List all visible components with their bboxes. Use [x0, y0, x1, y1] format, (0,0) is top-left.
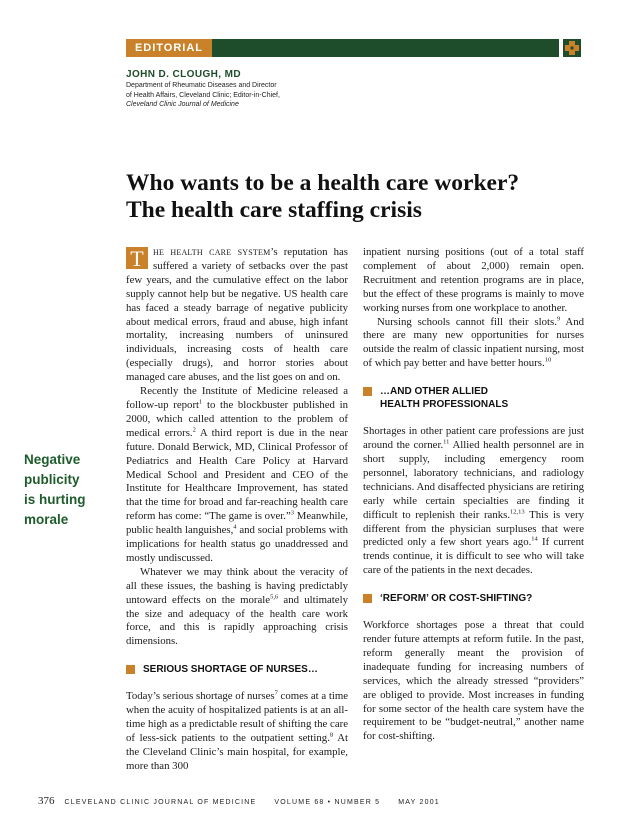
citation: 5,6 [270, 593, 279, 601]
journal-name: CLEVELAND CLINIC JOURNAL OF MEDICINE [64, 799, 257, 806]
paragraph: inpatient nursing positions (out of a total staff complement of about 2,000) remain open. Recruitment and retention programs are in place, but the effect of these programs is mainly to move working nurses from one workplace to another. [363, 246, 584, 314]
text: Today’s serious shortage of nurses [126, 690, 275, 703]
volume-issue: VOLUME 68 • NUMBER 5 [274, 799, 381, 806]
heading-text: HEALTH PROFESSIONALS [380, 399, 509, 411]
paragraph [126, 566, 348, 649]
pull-quote [24, 450, 124, 530]
page-footer [38, 795, 578, 807]
text: And there are many new opportunities for nurses outside the realm of classic inpatient nursing, most of which pay better and have better hours. [363, 315, 585, 370]
text: to the blockbuster published in 2000, which called attention to the problem of medical errors. [126, 398, 349, 439]
article-title [126, 170, 596, 224]
text: This is very different from the physician surpluses that were predicted only a few short years ago. [363, 508, 584, 549]
text: Shortages in other patient care professions are just around the corner. [363, 425, 584, 452]
section-tag: EDITORIAL [126, 39, 212, 57]
pull-quote-line: morale [24, 512, 69, 527]
text: Recently the Institute of Medicine released a follow-up report [126, 385, 348, 411]
citation: 3 [290, 509, 294, 517]
paragraph [126, 690, 348, 773]
citation: 9 [556, 314, 561, 322]
citation: 2 [192, 426, 196, 434]
text: At the Cleveland Clinic’s main hospital, for example, more than 300 [126, 732, 348, 772]
citation: 14 [531, 535, 538, 543]
author-affiliation [126, 81, 386, 110]
section-heading [363, 385, 584, 411]
citation: 10 [544, 356, 552, 364]
lead-in-text: he health care system [153, 246, 271, 258]
paragraph [363, 425, 584, 578]
square-bullet-icon [126, 665, 135, 674]
heading-text: …AND OTHER ALLIED [380, 386, 488, 398]
paragraph [126, 385, 348, 566]
text: Whatever we may think about the veracity of all these issues, the bashing is having predictably untoward effects on the morale [126, 565, 348, 606]
paragraph [363, 316, 584, 372]
text: Nursing schools cannot fill their slots. [377, 315, 557, 328]
citation: 11 [443, 438, 450, 446]
citation: 4 [233, 523, 237, 531]
pull-quote-line: publicity [24, 472, 80, 487]
issue-date: MAY 2001 [398, 799, 440, 806]
page-number: 376 [38, 795, 55, 807]
title-line-2: The health care staffing crisis [126, 197, 422, 223]
affiliation-line: Department of Rheumatic Diseases and Director [126, 82, 277, 89]
heading-text: ‘REFORM’ OR COST-SHIFTING? [380, 593, 533, 605]
square-bullet-icon [363, 594, 372, 603]
text: and ultimately the size and adequacy of the health care work force, and this is rapidly approaching crisis dimensions. [126, 593, 348, 648]
citation: 12,13 [510, 508, 525, 515]
text: Allied health personnel are in short supply, including emergency room personnel, laboratory technicians, and radiology technicians. And disaffected physicians are retiring early while certain specialties are finding it difficult to replenish their ranks. [363, 439, 584, 521]
heading-text: SERIOUS SHORTAGE OF NURSES… [143, 664, 318, 676]
text: Meanwhile, public health languishes, [126, 510, 348, 537]
body-column-right [363, 246, 584, 744]
cross-plus-icon [563, 39, 581, 57]
section-heading [126, 663, 348, 676]
affiliation-journal: Cleveland Clinic Journal of Medicine [126, 101, 239, 108]
citation: 7 [274, 689, 278, 697]
paragraph: Workforce shortages pose a threat that could render future attempts at reform futile. In the past, reform generally meant the provision of inadequate funding for increasing numbers of services, which the already stressed “providers” are obliged to provide. Most increases in funding for some sector of the health care system have the requirement to be “budget-neutral,” another name for cost-shifting. [363, 619, 584, 743]
pull-quote-line: Negative [24, 452, 81, 467]
citation: 1 [199, 398, 203, 406]
drop-cap: T [126, 247, 148, 269]
text: comes at a time when the acuity of hospitalized patients is at an all-time high as a predictable result of shifting the care of less-sick patients to the outpatient setting. [126, 690, 349, 744]
square-bullet-icon [363, 387, 372, 396]
citation: 8 [329, 731, 334, 739]
title-line-1: Who wants to be a health care worker? [126, 170, 520, 196]
section-heading [363, 592, 584, 605]
paragraph-text: ’s reputation has suffered a variety of setbacks over the past few years, and the cumulative effect on the labor supply cannot help but be negative. US health care has faced a steady barrage of negative publicity about medical errors, fraud and abuse, high infant mortality, increasing numbers of uninsured individuals, increasing costs of health care (especially drugs), and horror stories about managed care abuses, and the list goes on and on. [126, 246, 348, 384]
pull-quote-line: is hurting [24, 492, 86, 507]
text: If current trends continue, it is difficult to see who will take care of the patients in the next decades. [363, 536, 584, 577]
author-name: JOHN D. CLOUGH, MD [126, 69, 241, 80]
text: A third report is due in the near future. Donald Berwick, MD, Clinical Professor of Pediatrics and Health Care Policy at Harvard Medical School and President and CEO of the Institute for Healthcare Improvement, has stated that the time for broad and far-reaching health care reform has come: “The game is over.” [126, 426, 349, 523]
text: and social problems with implications for health status go unaddressed and mostly undiscussed. [126, 524, 348, 564]
paragraph [126, 246, 348, 385]
body-column-left [126, 246, 348, 774]
affiliation-line: of Health Affairs, Cleveland Clinic; Editor-in-Chief, [126, 91, 280, 99]
